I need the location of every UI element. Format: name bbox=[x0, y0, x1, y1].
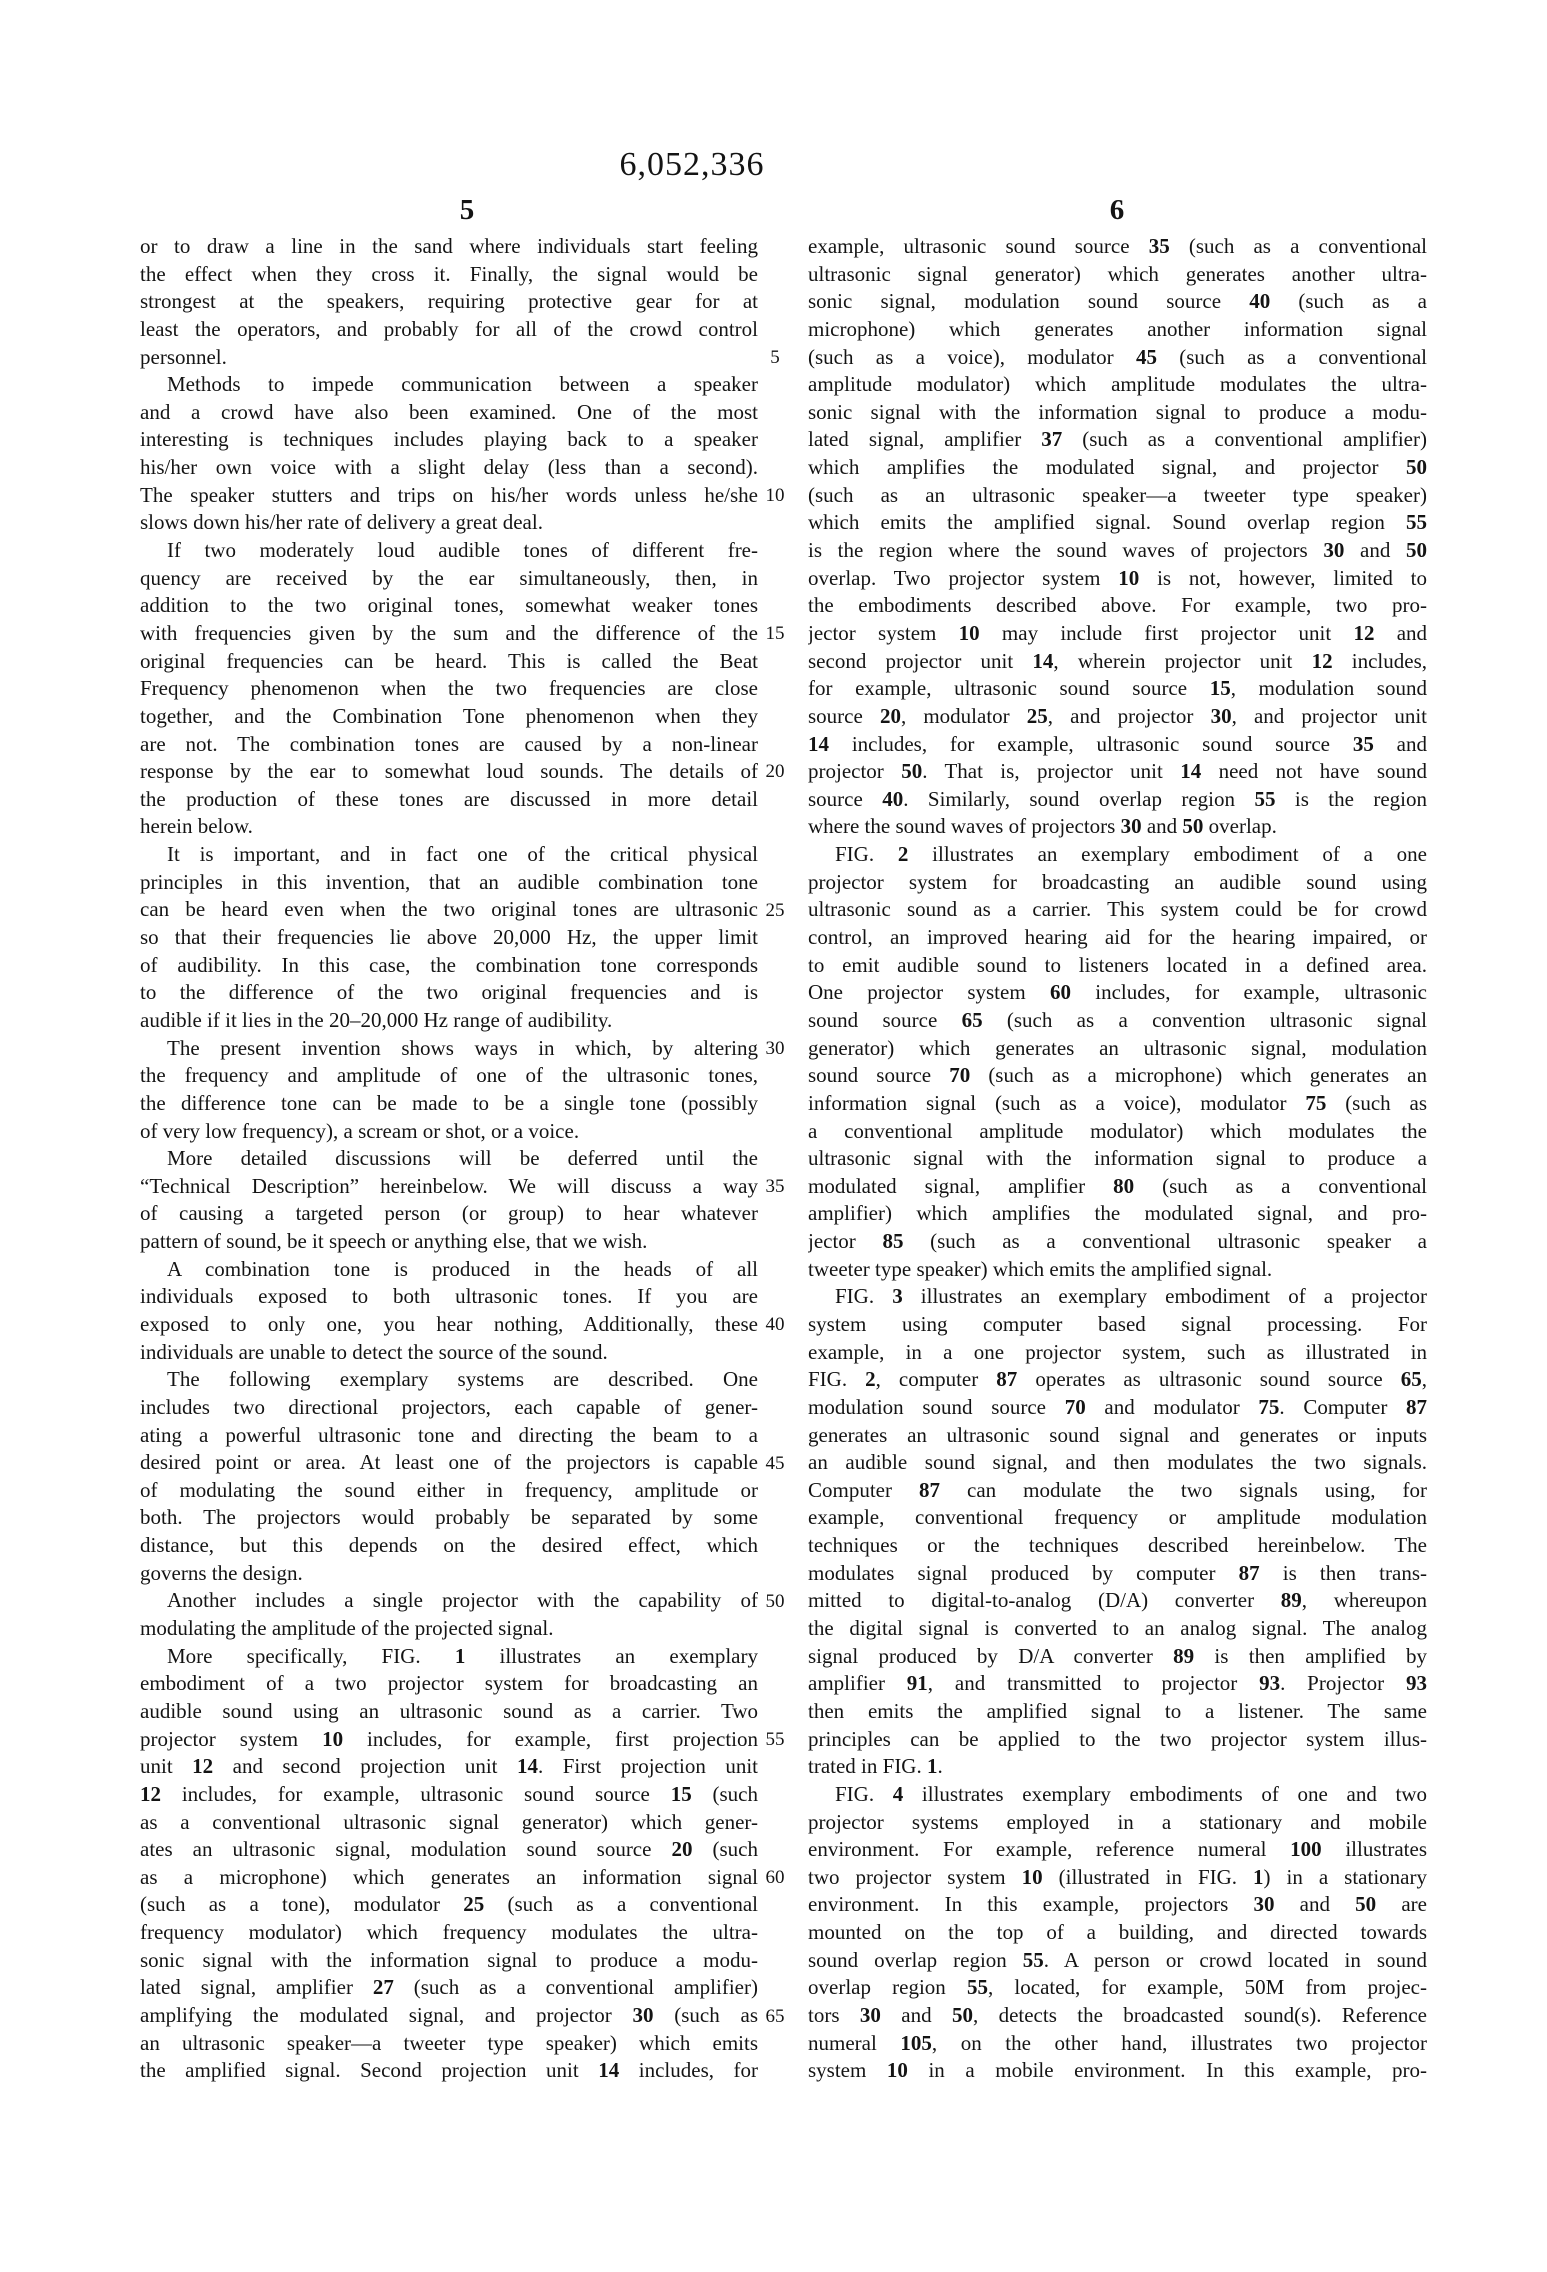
text-line: two projector system 10 (illustrated in FIG. 1) in a stationary bbox=[808, 1864, 1427, 1889]
text-line: amplitude modulator) which amplitude modulates the ultra- bbox=[808, 372, 1427, 397]
text-line: signal produced by D/A converter 89 is then amplified by bbox=[808, 1643, 1427, 1668]
right-column bbox=[808, 233, 1427, 2085]
text-line: The present invention shows ways in which, by altering bbox=[167, 1035, 758, 1060]
text-line: slows down his/her rate of delivery a great deal. bbox=[140, 510, 543, 535]
text-line: overlap. Two projector system 10 is not, however, limited to bbox=[808, 565, 1427, 590]
text-line: sound source 65 (such as a convention ultrasonic signal bbox=[808, 1007, 1427, 1032]
text-line: the production of these tones are discussed in more detail bbox=[140, 786, 758, 811]
text-line: mounted on the top of a building, and directed towards bbox=[808, 1920, 1427, 1945]
text-line: strongest at the speakers, requiring protective gear for at bbox=[140, 289, 758, 314]
text-line: response by the ear to somewhat loud sounds. The details of bbox=[140, 759, 758, 784]
text-line: audible sound using an ultrasonic sound as a carrier. Two bbox=[140, 1698, 758, 1723]
text-line: FIG. 4 illustrates exemplary embodiments of one and two bbox=[835, 1781, 1427, 1806]
text-line: modulating the amplitude of the projected signal. bbox=[140, 1616, 554, 1641]
text-line: or to draw a line in the sand where individuals start feeling bbox=[140, 234, 758, 258]
text-line: tors 30 and 50, detects the broadcasted sound(s). Reference bbox=[808, 2003, 1427, 2027]
text-line: which amplifies the modulated signal, and projector 50 bbox=[808, 455, 1427, 480]
text-line: so that their frequencies lie above 20,000 Hz, the upper limit bbox=[140, 925, 758, 950]
text-line: microphone) which generates another information signal bbox=[808, 316, 1427, 341]
text-line: and a crowd have also been examined. One of the most bbox=[140, 399, 758, 424]
patent-number: 6,052,336 bbox=[619, 146, 765, 183]
text-line: distance, but this depends on the desired effect, which bbox=[140, 1533, 758, 1558]
text-line: interesting is techniques includes playing back to a speaker bbox=[140, 427, 758, 452]
text-line: “Technical Description” hereinbelow. We will discuss a way bbox=[140, 1173, 758, 1198]
text-line: system using computer based signal processing. For bbox=[808, 1311, 1427, 1336]
text-line: information signal (such as a voice), modulator 75 (such as bbox=[808, 1090, 1427, 1115]
text-line: sonic signal, modulation sound source 40 (such as a bbox=[808, 289, 1427, 314]
text-line: Frequency phenomenon when the two frequencies are close bbox=[140, 676, 758, 701]
text-line: individuals are unable to detect the source of the sound. bbox=[140, 1339, 608, 1364]
text-line: the embodiments described above. For example, two pro- bbox=[808, 593, 1427, 618]
text-line: ultrasonic signal with the information signal to produce a bbox=[808, 1146, 1427, 1171]
line-number: 55 bbox=[765, 1729, 785, 1751]
line-number: 65 bbox=[765, 2005, 785, 2027]
line-number: 10 bbox=[765, 484, 785, 506]
text-line: can be heard even when the two original tones are ultrasonic bbox=[140, 897, 758, 922]
line-number: 50 bbox=[765, 1590, 785, 1612]
text-line: addition to the two original tones, somewhat weaker tones bbox=[140, 593, 758, 618]
text-line: environment. In this example, projectors 30 and 50 are bbox=[808, 1892, 1427, 1917]
text-line: the amplified signal. Second projection unit 14 includes, for bbox=[140, 2058, 758, 2083]
text-line: example, conventional frequency or amplitude modulation bbox=[808, 1505, 1427, 1530]
column-header-right: 6 bbox=[1109, 194, 1125, 226]
text-line: embodiment of a two projector system for broadcasting an bbox=[140, 1671, 758, 1696]
text-line: If two moderately loud audible tones of different fre- bbox=[167, 538, 758, 563]
line-number: 25 bbox=[765, 899, 785, 921]
text-line: amplifying the modulated signal, and projector 30 (such as bbox=[140, 2003, 758, 2027]
text-line: More detailed discussions will be deferred until the bbox=[167, 1146, 758, 1171]
text-line: governs the design. bbox=[140, 1560, 303, 1585]
text-line: second projector unit 14, wherein projector unit 12 includes, bbox=[808, 648, 1427, 673]
text-line: his/her own voice with a slight delay (less than a second). bbox=[140, 455, 758, 480]
text-line: exposed to only one, you hear nothing, Additionally, these bbox=[140, 1311, 758, 1336]
text-line: an ultrasonic speaker—a tweeter type speaker) which emits bbox=[140, 2030, 758, 2055]
text-line: techniques or the techniques described hereinbelow. The bbox=[808, 1533, 1427, 1558]
line-number: 60 bbox=[765, 1867, 785, 1889]
text-line: modulated signal, amplifier 80 (such as a conventional bbox=[808, 1173, 1427, 1198]
text-line: (such as a tone), modulator 25 (such as a conventional bbox=[140, 1892, 758, 1917]
text-line: projector system for broadcasting an audible sound using bbox=[808, 869, 1427, 894]
text-line: source 20, modulator 25, and projector 30, and projector unit bbox=[808, 703, 1427, 728]
column-header-left: 5 bbox=[459, 194, 475, 226]
text-line: desired point or area. At least one of the projectors is capable bbox=[140, 1450, 758, 1475]
text-line: lated signal, amplifier 37 (such as a conventional amplifier) bbox=[808, 427, 1427, 452]
text-line: of causing a targeted person (or group) to hear whatever bbox=[140, 1201, 758, 1226]
text-line: system 10 in a mobile environment. In this example, pro- bbox=[808, 2058, 1427, 2083]
text-line: modulates signal produced by computer 87 is then trans- bbox=[808, 1560, 1427, 1585]
text-line: an audible sound signal, and then modulates the two signals. bbox=[808, 1450, 1427, 1475]
text-line: quency are received by the ear simultaneously, then, in bbox=[140, 565, 758, 590]
text-line: ates an ultrasonic signal, modulation sound source 20 (such bbox=[140, 1837, 758, 1862]
text-line: ating a powerful ultrasonic tone and directing the beam to a bbox=[140, 1422, 758, 1447]
text-line: The following exemplary systems are described. One bbox=[167, 1367, 758, 1392]
text-line: of audibility. In this case, the combination tone corresponds bbox=[140, 952, 758, 977]
line-number: 20 bbox=[765, 761, 785, 783]
text-line: ultrasonic signal generator) which generates another ultra- bbox=[808, 261, 1427, 286]
text-line: includes two directional projectors, each capable of gener- bbox=[140, 1394, 758, 1419]
text-line: original frequencies can be heard. This is called the Beat bbox=[140, 648, 758, 673]
text-line: projector systems employed in a stationary and mobile bbox=[808, 1809, 1427, 1834]
text-line: projector system 10 includes, for example, first projection bbox=[140, 1726, 758, 1751]
text-line: both. The projectors would probably be separated by some bbox=[140, 1505, 758, 1530]
line-number: 30 bbox=[765, 1037, 785, 1059]
text-line: least the operators, and probably for all of the crowd control bbox=[140, 316, 758, 341]
text-line: environment. For example, reference numeral 100 illustrates bbox=[808, 1837, 1427, 1862]
text-line: sonic signal with the information signal to produce a modu- bbox=[140, 1947, 758, 1972]
text-line: sonic signal with the information signal to produce a modu- bbox=[808, 399, 1427, 424]
text-line: is the region where the sound waves of projectors 30 and 50 bbox=[808, 538, 1427, 563]
text-line: the digital signal is converted to an analog signal. The analog bbox=[808, 1616, 1427, 1641]
text-line: amplifier) which amplifies the modulated signal, and pro- bbox=[808, 1201, 1427, 1226]
text-line: individuals exposed to both ultrasonic tones. If you are bbox=[140, 1284, 758, 1309]
text-line: lated signal, amplifier 27 (such as a conventional amplifier) bbox=[140, 1975, 758, 2000]
text-line: modulation sound source 70 and modulator 75. Computer 87 bbox=[808, 1394, 1427, 1419]
text-line: of very low frequency), a scream or shot, or a voice. bbox=[140, 1118, 580, 1143]
text-line: principles in this invention, that an audible combination tone bbox=[140, 869, 758, 894]
text-line: ultrasonic sound as a carrier. This system could be for crowd bbox=[808, 897, 1427, 922]
text-line: example, in a one projector system, such as illustrated in bbox=[808, 1339, 1427, 1364]
text-line: numeral 105, on the other hand, illustrates two projector bbox=[808, 2030, 1427, 2055]
text-line: the difference tone can be made to be a single tone (possibly bbox=[140, 1090, 758, 1115]
text-line: More specifically, FIG. 1 illustrates an exemplary bbox=[167, 1643, 758, 1668]
text-line: principles can be applied to the two projector system illus- bbox=[808, 1726, 1427, 1751]
text-line: Another includes a single projector with the capability of bbox=[167, 1588, 758, 1613]
text-line: One projector system 60 includes, for example, ultrasonic bbox=[808, 980, 1427, 1005]
text-line: as a conventional ultrasonic signal generator) which gener- bbox=[140, 1809, 758, 1834]
line-number: 35 bbox=[765, 1176, 785, 1198]
text-line: together, and the Combination Tone phenomenon when they bbox=[140, 703, 758, 728]
text-line: FIG. 3 illustrates an exemplary embodiment of a projector bbox=[835, 1284, 1427, 1309]
text-line: jector system 10 may include first projector unit 12 and bbox=[808, 620, 1427, 645]
text-line: for example, ultrasonic sound source 15, modulation sound bbox=[808, 676, 1427, 701]
text-line: with frequencies given by the sum and the difference of the bbox=[140, 620, 758, 645]
text-line: (such as a voice), modulator 45 (such as a conventional bbox=[808, 344, 1427, 369]
text-line: FIG. 2 illustrates an exemplary embodiment of a one bbox=[835, 842, 1427, 867]
text-line: where the sound waves of projectors 30 and 50 overlap. bbox=[808, 814, 1277, 839]
text-line: personnel. bbox=[140, 344, 227, 369]
text-line: trated in FIG. 1. bbox=[808, 1754, 943, 1779]
text-line: to emit audible sound to listeners located in a defined area. bbox=[808, 952, 1427, 977]
text-line: 12 includes, for example, ultrasonic sound source 15 (such bbox=[140, 1781, 758, 1806]
text-line: sound source 70 (such as a microphone) which generates an bbox=[808, 1063, 1427, 1088]
text-line: frequency modulator) which frequency modulates the ultra- bbox=[140, 1920, 758, 1945]
text-line: a conventional amplitude modulator) which modulates the bbox=[808, 1118, 1427, 1143]
text-line: as a microphone) which generates an information signal bbox=[140, 1864, 758, 1889]
text-line: control, an improved hearing aid for the hearing impaired, or bbox=[808, 925, 1427, 950]
text-line: It is important, and in fact one of the critical physical bbox=[167, 842, 758, 867]
text-line: pattern of sound, be it speech or anything else, that we wish. bbox=[140, 1229, 648, 1254]
text-line: generator) which generates an ultrasonic signal, modulation bbox=[808, 1035, 1427, 1060]
text-line: FIG. 2, computer 87 operates as ultrasonic sound source 65, bbox=[808, 1367, 1427, 1392]
text-line: are not. The combination tones are caused by a non-linear bbox=[140, 731, 758, 756]
text-line: unit 12 and second projection unit 14. First projection unit bbox=[140, 1754, 758, 1779]
text-line: tweeter type speaker) which emits the amplified signal. bbox=[808, 1256, 1273, 1281]
text-line: projector 50. That is, projector unit 14 need not have sound bbox=[808, 759, 1427, 784]
text-line: (such as an ultrasonic speaker—a tweeter type speaker) bbox=[808, 482, 1427, 507]
text-line: overlap region 55, located, for example, 50M from projec- bbox=[808, 1975, 1427, 2000]
text-line: Computer 87 can modulate the two signals using, for bbox=[808, 1477, 1427, 1502]
text-line: which emits the amplified signal. Sound overlap region 55 bbox=[808, 510, 1427, 535]
text-line: audible if it lies in the 20–20,000 Hz range of audibility. bbox=[140, 1007, 613, 1032]
text-line: mitted to digital-to-analog (D/A) converter 89, whereupon bbox=[808, 1588, 1427, 1613]
text-line: to the difference of the two original frequencies and is bbox=[140, 980, 758, 1005]
text-line: source 40. Similarly, sound overlap region 55 is the region bbox=[808, 786, 1427, 811]
text-line: generates an ultrasonic sound signal and generates or inputs bbox=[808, 1422, 1427, 1447]
text-line: of modulating the sound either in frequency, amplitude or bbox=[140, 1477, 758, 1502]
text-line: A combination tone is produced in the heads of all bbox=[167, 1256, 758, 1281]
text-line: herein below. bbox=[140, 814, 253, 839]
text-line: The speaker stutters and trips on his/her words unless he/she bbox=[140, 482, 758, 507]
text-line: jector 85 (such as a conventional ultrasonic speaker a bbox=[808, 1229, 1427, 1254]
text-line: the effect when they cross it. Finally, the signal would be bbox=[140, 261, 758, 286]
left-column bbox=[140, 233, 758, 2085]
text-line: Methods to impede communication between a speaker bbox=[167, 372, 758, 397]
text-line: example, ultrasonic sound source 35 (such as a conventional bbox=[808, 234, 1427, 258]
text-line: amplifier 91, and transmitted to projector 93. Projector 93 bbox=[808, 1671, 1427, 1696]
line-number: 5 bbox=[770, 346, 780, 368]
text-line: the frequency and amplitude of one of the ultrasonic tones, bbox=[140, 1063, 758, 1088]
text-line: 14 includes, for example, ultrasonic sound source 35 and bbox=[808, 731, 1427, 756]
line-number: 45 bbox=[765, 1452, 785, 1474]
text-line: sound overlap region 55. A person or crowd located in sound bbox=[808, 1947, 1427, 1972]
line-number: 40 bbox=[765, 1314, 785, 1336]
text-line: then emits the amplified signal to a listener. The same bbox=[808, 1698, 1427, 1723]
line-number: 15 bbox=[765, 623, 785, 645]
